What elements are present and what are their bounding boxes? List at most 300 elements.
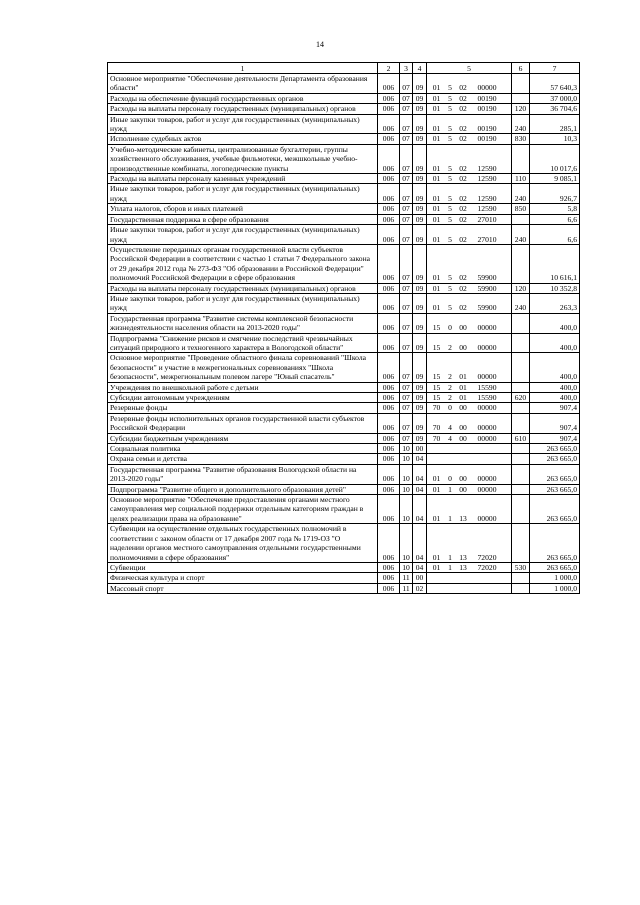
csr-part: 1 — [448, 552, 452, 562]
csr-part: 15 — [432, 382, 441, 392]
row-rz: 07 — [400, 184, 413, 204]
row-pr: 09 — [413, 382, 427, 392]
row-sum: 263 665,0 — [530, 454, 580, 464]
csr-part: 00190 — [477, 104, 497, 114]
table-row — [108, 413, 580, 433]
row-sum: 10 352,8 — [530, 283, 580, 293]
csr-part: 01 — [432, 273, 441, 283]
row-name: Подпрограмма "Развитие общего и дополнительного образования детей" — [108, 484, 378, 494]
row-sum: 9 085,1 — [530, 174, 580, 184]
csr-part: 00000 — [477, 372, 497, 382]
csr-part: 15590 — [477, 393, 497, 402]
row-ved: 006 — [378, 184, 400, 204]
csr-part: 5 — [448, 303, 452, 313]
row-ved: 006 — [378, 484, 400, 494]
row-ved: 006 — [378, 214, 400, 224]
csr-part: 5 — [448, 104, 452, 114]
row-pr: 09 — [413, 283, 427, 293]
row-ved: 006 — [378, 444, 400, 454]
row-ved: 006 — [378, 583, 400, 593]
csr-part: 5 — [448, 283, 452, 293]
csr-part: 5 — [448, 273, 452, 283]
row-pr: 09 — [413, 134, 427, 144]
row-ved: 006 — [378, 573, 400, 583]
row-rz: 07 — [400, 433, 413, 443]
row-rz: 07 — [400, 293, 413, 313]
row-pr: 09 — [413, 93, 427, 103]
row-ved: 006 — [378, 104, 400, 114]
row-sum: 5,8 — [530, 204, 580, 214]
csr-part: 02 — [459, 214, 467, 224]
row-pr: 04 — [413, 562, 427, 572]
csr-part: 00190 — [477, 124, 497, 134]
row-sum: 907,4 — [530, 403, 580, 413]
row-rz: 07 — [400, 313, 413, 333]
row-csr — [427, 214, 512, 224]
table-row — [108, 484, 580, 494]
csr-part: 01 — [432, 124, 441, 134]
row-rz: 10 — [400, 524, 413, 563]
csr-part: 00 — [459, 403, 467, 413]
row-sum: 400,0 — [530, 333, 580, 353]
csr-part: 13 — [459, 562, 467, 572]
row-rz: 07 — [400, 393, 413, 403]
table-row — [108, 204, 580, 214]
csr-part: 01 — [432, 174, 441, 184]
row-ved: 006 — [378, 524, 400, 563]
csr-part: 5 — [448, 214, 452, 224]
row-sum: 926,7 — [530, 184, 580, 204]
row-sum: 907,4 — [530, 433, 580, 443]
row-name: Резервные фонды — [108, 403, 378, 413]
row-pr: 02 — [413, 583, 427, 593]
csr-part: 02 — [459, 134, 467, 144]
row-sum: 907,4 — [530, 413, 580, 433]
row-ved: 006 — [378, 244, 400, 283]
row-vr: 240 — [512, 114, 530, 134]
csr-part: 02 — [459, 124, 467, 134]
csr-part: 72020 — [477, 552, 497, 562]
csr-part: 70 — [432, 433, 441, 443]
csr-part: 12590 — [477, 174, 497, 184]
row-name: Резервные фонды исполнительных органов государственной власти субъектов Российской Федерации — [108, 413, 378, 433]
csr-part: 01 — [432, 83, 441, 93]
table-row — [108, 104, 580, 114]
row-pr: 04 — [413, 484, 427, 494]
csr-part: 02 — [459, 193, 467, 203]
row-csr — [427, 562, 512, 572]
row-name: Осуществление переданных органам государственной власти субъектов Российской Федерации в соответствии с частью 1 статьи 7 Федерального закона от 29 декабря 2012 года № 273-ФЗ "Об образовании в Российской Федерации" полномочий Российской Федерации в сфере образования — [108, 244, 378, 283]
row-pr: 09 — [413, 114, 427, 134]
row-rz: 10 — [400, 495, 413, 524]
row-sum: 400,0 — [530, 313, 580, 333]
csr-part: 1 — [448, 513, 452, 523]
row-pr: 09 — [413, 353, 427, 382]
column-header-sum: 7 — [530, 63, 580, 74]
row-csr — [427, 524, 512, 563]
row-sum: 6,6 — [530, 214, 580, 224]
csr-part: 2 — [448, 372, 452, 382]
row-pr: 09 — [413, 293, 427, 313]
table-row — [108, 562, 580, 572]
csr-part: 59900 — [477, 303, 497, 313]
budget-table — [107, 62, 580, 594]
csr-part: 02 — [459, 174, 467, 184]
row-pr: 09 — [413, 333, 427, 353]
csr-part: 0 — [448, 403, 452, 413]
row-ved: 006 — [378, 562, 400, 572]
csr-part: 01 — [432, 513, 441, 523]
row-sum: 10 017,6 — [530, 144, 580, 173]
row-ved: 006 — [378, 174, 400, 184]
csr-part: 59900 — [477, 273, 497, 283]
column-header-rz: 3 — [400, 63, 413, 74]
row-pr: 04 — [413, 495, 427, 524]
row-sum: 263 665,0 — [530, 484, 580, 494]
row-vr — [512, 313, 530, 333]
row-csr — [427, 204, 512, 214]
row-pr: 09 — [413, 204, 427, 214]
csr-part: 2 — [448, 382, 452, 392]
row-pr: 04 — [413, 454, 427, 464]
csr-part: 01 — [459, 382, 467, 392]
csr-part: 4 — [448, 433, 452, 443]
row-vr — [512, 353, 530, 382]
row-vr: 240 — [512, 225, 530, 245]
csr-part: 00 — [459, 484, 467, 494]
row-vr — [512, 444, 530, 454]
table-row — [108, 433, 580, 443]
row-csr — [427, 333, 512, 353]
table-row — [108, 353, 580, 382]
csr-part: 00 — [459, 433, 467, 443]
column-header-ved: 2 — [378, 63, 400, 74]
row-ved: 006 — [378, 225, 400, 245]
csr-part: 27010 — [477, 234, 497, 244]
csr-part: 00000 — [477, 323, 497, 333]
csr-part: 02 — [459, 204, 467, 214]
table-row — [108, 382, 580, 392]
table-row — [108, 114, 580, 134]
csr-part: 02 — [459, 93, 467, 103]
csr-part: 15 — [432, 393, 441, 402]
row-pr: 09 — [413, 433, 427, 443]
row-ved: 006 — [378, 313, 400, 333]
row-csr — [427, 134, 512, 144]
csr-part: 15590 — [477, 382, 497, 392]
row-csr — [427, 144, 512, 173]
row-pr: 00 — [413, 573, 427, 583]
row-sum: 400,0 — [530, 353, 580, 382]
row-pr: 09 — [413, 393, 427, 403]
row-name: Государственная поддержка в сфере образования — [108, 214, 378, 224]
row-rz: 11 — [400, 583, 413, 593]
row-csr — [427, 313, 512, 333]
row-vr — [512, 244, 530, 283]
row-sum: 263,3 — [530, 293, 580, 313]
row-name: Субсидии бюджетным учреждениям — [108, 433, 378, 443]
csr-part: 02 — [459, 273, 467, 283]
row-vr — [512, 464, 530, 484]
csr-part: 5 — [448, 174, 452, 184]
row-ved: 006 — [378, 74, 400, 94]
row-name: Расходы на выплаты персоналу казенных учреждений — [108, 174, 378, 184]
row-name: Субвенции на осуществление отдельных государственных полномочий в соответствии с законом области от 17 декабря 2007 года № 1719-ОЗ "О наделении органов местного самоуправления отдельными государственными полномочиями в сфере образования" — [108, 524, 378, 563]
csr-part: 00190 — [477, 134, 497, 144]
table-row — [108, 283, 580, 293]
csr-part: 5 — [448, 93, 452, 103]
row-vr: 240 — [512, 293, 530, 313]
row-rz: 07 — [400, 144, 413, 173]
csr-part: 01 — [432, 204, 441, 214]
row-ved: 006 — [378, 433, 400, 443]
row-vr — [512, 524, 530, 563]
row-csr — [427, 293, 512, 313]
row-vr — [512, 573, 530, 583]
table-row — [108, 134, 580, 144]
row-pr: 09 — [413, 144, 427, 173]
row-vr — [512, 93, 530, 103]
csr-part: 01 — [432, 193, 441, 203]
row-ved: 006 — [378, 114, 400, 134]
row-csr — [427, 283, 512, 293]
csr-part: 02 — [459, 163, 467, 173]
row-rz: 07 — [400, 225, 413, 245]
csr-part: 5 — [448, 234, 452, 244]
row-vr — [512, 454, 530, 464]
csr-part: 5 — [448, 204, 452, 214]
row-rz: 10 — [400, 454, 413, 464]
csr-part: 00000 — [477, 474, 497, 484]
csr-part: 01 — [432, 104, 441, 114]
row-name: Иные закупки товаров, работ и услуг для государственных (муниципальных) нужд — [108, 114, 378, 134]
row-sum: 400,0 — [530, 393, 580, 403]
row-rz: 10 — [400, 444, 413, 454]
row-sum: 36 704,6 — [530, 104, 580, 114]
row-rz: 07 — [400, 353, 413, 382]
table-header-row — [108, 63, 580, 74]
row-vr — [512, 583, 530, 593]
row-rz: 10 — [400, 484, 413, 494]
row-vr — [512, 74, 530, 94]
row-name: Исполнение судебных актов — [108, 134, 378, 144]
row-rz: 07 — [400, 382, 413, 392]
row-rz: 07 — [400, 214, 413, 224]
csr-part: 00 — [459, 474, 467, 484]
csr-part: 5 — [448, 193, 452, 203]
column-header-name: 1 — [108, 63, 378, 74]
csr-part: 00000 — [477, 342, 497, 352]
csr-part: 01 — [459, 372, 467, 382]
csr-part: 5 — [448, 83, 452, 93]
csr-part: 01 — [432, 234, 441, 244]
row-pr: 09 — [413, 104, 427, 114]
row-pr: 04 — [413, 524, 427, 563]
csr-part: 02 — [459, 104, 467, 114]
row-sum: 263 665,0 — [530, 444, 580, 454]
csr-part: 00000 — [477, 423, 497, 433]
csr-part: 00000 — [477, 83, 497, 93]
table-row — [108, 214, 580, 224]
row-name: Подпрограмма "Снижение рисков и смягчение последствий чрезвычайных ситуаций природного и техногенного характера в Вологодской области" — [108, 333, 378, 353]
row-pr: 09 — [413, 184, 427, 204]
row-csr — [427, 114, 512, 134]
row-vr: 620 — [512, 393, 530, 403]
row-sum: 6,6 — [530, 225, 580, 245]
csr-part: 4 — [448, 423, 452, 433]
table-row — [108, 225, 580, 245]
csr-part: 15 — [432, 342, 441, 352]
csr-part: 01 — [432, 283, 441, 293]
csr-part: 5 — [448, 134, 452, 144]
row-csr — [427, 484, 512, 494]
csr-part: 2 — [448, 393, 452, 402]
row-vr: 120 — [512, 104, 530, 114]
row-csr — [427, 104, 512, 114]
row-csr — [427, 174, 512, 184]
row-name: Физическая культура и спорт — [108, 573, 378, 583]
row-vr: 610 — [512, 433, 530, 443]
row-csr — [427, 413, 512, 433]
row-name: Субсидии автономным учреждениям — [108, 393, 378, 403]
column-header-pr: 4 — [413, 63, 427, 74]
row-sum: 263 665,0 — [530, 495, 580, 524]
row-csr — [427, 433, 512, 443]
row-csr — [427, 225, 512, 245]
row-ved: 006 — [378, 333, 400, 353]
row-ved: 006 — [378, 495, 400, 524]
row-name: Расходы на выплаты персоналу государственных (муниципальных) органов — [108, 104, 378, 114]
row-name: Уплата налогов, сборов и иных платежей — [108, 204, 378, 214]
csr-part: 01 — [432, 303, 441, 313]
csr-part: 15 — [432, 372, 441, 382]
row-sum: 10 616,1 — [530, 244, 580, 283]
csr-part: 00 — [459, 323, 467, 333]
row-ved: 006 — [378, 293, 400, 313]
row-name: Иные закупки товаров, работ и услуг для государственных (муниципальных) нужд — [108, 293, 378, 313]
csr-part: 01 — [432, 214, 441, 224]
row-pr: 09 — [413, 225, 427, 245]
csr-part: 70 — [432, 403, 441, 413]
row-name: Государственная программа "Развитие системы комплексной безопасности жизнедеятельности населения области на 2013-2020 годы" — [108, 313, 378, 333]
row-pr: 04 — [413, 464, 427, 484]
row-csr — [427, 382, 512, 392]
csr-part: 01 — [432, 474, 441, 484]
row-rz: 10 — [400, 464, 413, 484]
csr-part: 12590 — [477, 163, 497, 173]
row-csr — [427, 93, 512, 103]
row-sum: 400,0 — [530, 382, 580, 392]
row-vr — [512, 214, 530, 224]
row-vr: 530 — [512, 562, 530, 572]
row-rz: 07 — [400, 114, 413, 134]
csr-part: 00000 — [477, 484, 497, 494]
row-csr — [427, 495, 512, 524]
table-row — [108, 313, 580, 333]
csr-part: 12590 — [477, 204, 497, 214]
row-name: Социальная политика — [108, 444, 378, 454]
table-row — [108, 573, 580, 583]
row-vr — [512, 413, 530, 433]
csr-part: 01 — [432, 134, 441, 144]
table-row — [108, 93, 580, 103]
csr-part: 00000 — [477, 433, 497, 443]
table-row — [108, 184, 580, 204]
csr-part: 0 — [448, 474, 452, 484]
row-pr: 09 — [413, 413, 427, 433]
row-vr — [512, 495, 530, 524]
table-row — [108, 144, 580, 173]
row-ved: 006 — [378, 413, 400, 433]
row-vr — [512, 144, 530, 173]
row-vr — [512, 382, 530, 392]
row-csr — [427, 184, 512, 204]
row-rz: 07 — [400, 134, 413, 144]
row-vr — [512, 403, 530, 413]
csr-part: 70 — [432, 423, 441, 433]
row-vr — [512, 333, 530, 353]
row-vr: 110 — [512, 174, 530, 184]
row-rz: 11 — [400, 573, 413, 583]
row-name: Иные закупки товаров, работ и услуг для государственных (муниципальных) нужд — [108, 184, 378, 204]
row-csr — [427, 464, 512, 484]
table-row — [108, 464, 580, 484]
table-row — [108, 293, 580, 313]
row-ved: 006 — [378, 134, 400, 144]
row-csr — [427, 74, 512, 94]
csr-part: 13 — [459, 552, 467, 562]
column-header-csr: 5 — [427, 63, 512, 74]
csr-part: 0 — [448, 323, 452, 333]
row-vr — [512, 484, 530, 494]
row-rz: 07 — [400, 283, 413, 293]
table-row — [108, 333, 580, 353]
row-rz: 07 — [400, 93, 413, 103]
row-rz: 07 — [400, 104, 413, 114]
row-name: Иные закупки товаров, работ и услуг для государственных (муниципальных) нужд — [108, 225, 378, 245]
csr-part: 00000 — [477, 403, 497, 413]
row-name: Учреждения по внешкольной работе с детьми — [108, 382, 378, 392]
row-sum: 263 665,0 — [530, 524, 580, 563]
row-vr: 120 — [512, 283, 530, 293]
row-sum: 285,1 — [530, 114, 580, 134]
table-row — [108, 174, 580, 184]
page-number: 14 — [316, 40, 324, 49]
row-rz: 10 — [400, 562, 413, 572]
row-ved: 006 — [378, 454, 400, 464]
csr-part: 27010 — [477, 214, 497, 224]
row-ved: 006 — [378, 403, 400, 413]
csr-part: 02 — [459, 83, 467, 93]
row-sum: 1 000,0 — [530, 583, 580, 593]
row-csr — [427, 244, 512, 283]
table-row — [108, 444, 580, 454]
row-pr: 09 — [413, 214, 427, 224]
csr-part: 01 — [432, 93, 441, 103]
csr-part: 01 — [432, 562, 441, 572]
row-csr — [427, 573, 512, 583]
row-pr: 00 — [413, 444, 427, 454]
row-ved: 006 — [378, 283, 400, 293]
row-ved: 006 — [378, 204, 400, 214]
row-ved: 006 — [378, 353, 400, 382]
csr-part: 01 — [459, 393, 467, 402]
row-name: Государственная программа "Развитие образования Вологодской области на 2013-2020 годы" — [108, 464, 378, 484]
csr-part: 00 — [459, 342, 467, 352]
row-csr — [427, 393, 512, 403]
row-pr: 09 — [413, 313, 427, 333]
row-pr: 09 — [413, 74, 427, 94]
